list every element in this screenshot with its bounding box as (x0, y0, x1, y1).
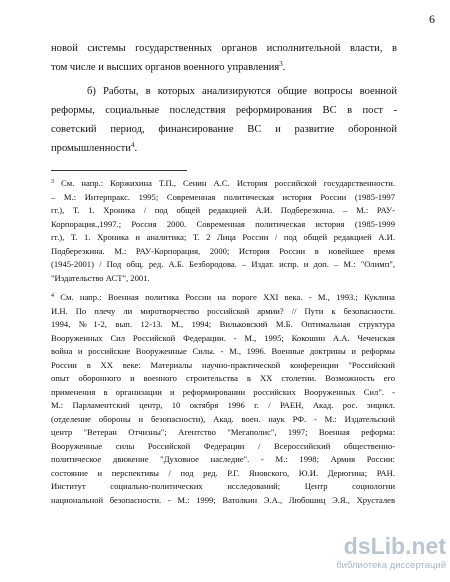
footnote-line: применения в организации и реформировании российских Вооруженных Сил". - (51, 386, 395, 397)
footnote-line: – М.: Интерпракс. 1995; Современная политическая история России (1985-1997 (51, 191, 395, 202)
footnote-line: "Издательство АСТ", 2001. (51, 272, 150, 283)
paragraph-line: реформы, социальные последствия реформирования ВС в пост - (51, 105, 397, 116)
footnote-line: 1994, №1-2, вып. 12-13. М., 1994; Вильковский М.Б. Оптимальная структура (51, 319, 395, 329)
paragraph-line: том числе и высших органов военного управления$^3$. (51, 60, 286, 73)
paragraph-line: новой системы государственных органов исполнительной власти, в (51, 43, 397, 54)
footnote-line: Корпорация.,1997.; Россия 2000. Современная политическая история (1985-1999 (51, 218, 395, 229)
footnote-reference[interactable]: 3 (279, 60, 283, 68)
footnote-line: Подберезкина. М.: РАУ-Корпорация, 2000; История России в новейшее время (51, 245, 395, 256)
footnote-line: (отделение обороны и безопасности), Акад. воен. наук РФ. - М.: Издательский (51, 413, 395, 424)
watermark-logo: dsLib.net (343, 533, 446, 559)
page-number: 6 (429, 12, 435, 26)
watermark (328, 533, 446, 579)
footnote-line: $^4$ См. напр.: Военная политика России на пороге XXI века. - М., 1993.; Куклина (51, 292, 395, 302)
footnote-line: война и российские Вооруженные Силы. - М., 1996. Военные доктрины и реформы (51, 346, 395, 356)
paragraph-line: б) Работы, в которых анализируются общие вопросы военной (87, 86, 397, 97)
paragraph-line: промышленности$^4$. (51, 141, 138, 154)
footnote-line: России в XX веке: Материалы научно-практической конференции "Российский (51, 359, 395, 370)
watermark-tagline: библиотека диссертаций (336, 560, 446, 571)
footnote-line: национальной безопасности. - М.: 1999; Ватолкин Э.А., Любошиц Э.Я., Хрусталев (51, 494, 395, 505)
footnote-line: $^3$ См. напр.: Коржихина Т.П., Сенин А.С. История российской государственности. (51, 178, 395, 188)
footnote-line: центр "Ветеран Отчизны"; Агентство "Мегаполис", 1997; Военная реформа: (51, 427, 395, 437)
footnote-line: (1945-2001) / Под общ. ред. А.Б. Безбородова. – Издат. испр. и доп. – М.: "Олимп", (51, 259, 395, 269)
footnote-line: И.Н. По плечу ли миротворчество российской армии? // Пути к безопасности. (51, 305, 395, 316)
footnote-line: политическое движение "Духовное наследие". - М.: 1998; Армия России: (51, 454, 395, 464)
footnote-line: опыт оборонного и военного строительства в XX столетии. Возможность его (51, 373, 395, 383)
footnote-line: состояние и перспективы / под ред. Р.Г. Яновского, Ю.И. Дерюгина; РАН. (51, 467, 395, 478)
footnote-line: Вооруженные силы Российской Федерации / Всероссийский общественно- (51, 440, 395, 451)
footnote-line: М.: Парламентский центр, 10 октября 1996 г. / РАЕН, Акад. рос. энцикл. (51, 400, 395, 410)
footnote-number: 4 (51, 293, 54, 299)
footnote-line: Институт социально-политических исследований; Центр социологии (51, 481, 395, 491)
footnote-line: гг.), Т. 1. Хроника и аналитика; Т. 2 Лица России / под общей редакцией А.И. (51, 232, 395, 242)
footnote-line: Вооруженных Сил Российской Федерации. - М., 1995; Кокошин А.А. Чеченская (51, 332, 395, 343)
footnote-line: гг.), Т. 1. Хроника / под общей редакцией А.И. Подберезкина. – М.: РАУ- (51, 205, 395, 215)
footnote-number: 3 (51, 179, 54, 185)
footnote-separator (51, 170, 187, 171)
footnote-reference[interactable]: 4 (130, 141, 135, 149)
paragraph-line: советский период, финансирование ВС и развитие оборонной (51, 124, 397, 135)
